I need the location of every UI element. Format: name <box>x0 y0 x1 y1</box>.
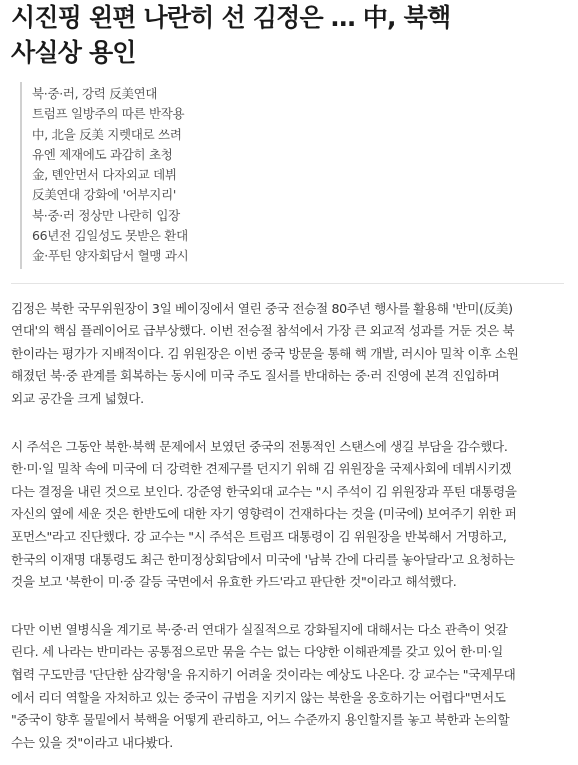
summary-item: 북·중·러, 강력 反美연대 <box>32 86 158 101</box>
summary-item: 金·푸틴 양자회담서 혈맹 과시 <box>32 248 189 264</box>
headline: 시진핑 왼편 나란히 선 김정은 … 中, 북핵 사실상 용인 <box>11 3 451 67</box>
summary-list <box>20 82 564 269</box>
summary-item: 유엔 제재에도 과감히 초청 <box>32 146 173 162</box>
article-paragraph: 김정은 북한 국무위원장이 3일 베이징에서 열린 중국 전승절 80주년 행사를 활용해 '반미(反美) 연대'의 핵심 플레이어로 급부상했다. 이번 전승절 참석에서 가장 큰 외교적 성과를 거둔 것은 북 한이라는 평가가 지배적이다. 김 위원장은 이번 중국 방문을 통해 핵 개발, 러시아 밀착 이후 소원 해졌던 북·중 관계를 회복하는 동시에 미국 주도 질서를 반대하는 중·러 진영에 본격 진입하며 외교 공간을 크게 넓혔다. <box>11 300 519 407</box>
article-paragraph: 시 주석은 그동안 북한·북핵 문제에서 보였던 중국의 전통적인 스탠스에 생길 부담을 감수했다. 한·미·일 밀착 속에 미국에 더 강력한 견제구를 던지기 위해 김 위원장을 국제사회에 데뷔시키겠 다는 결정을 내린 것으로 보인다. 강준영 한국외대 교수는 "시 주석이 김 위원장과 푸틴 대통령을 자신의 옆에 세운 것은 한반도에 대한 자기 영향력이 건재하다는 것을 (미국에) 보여주기 위한 퍼 포먼스"라고 진단했다. 강 교수는 "시 주석은 트럼프 대통령이 김 위원장을 반복해서 거명하고, 한국의 이재명 대통령도 최근 한미정상회담에서 미국에 '남북 간에 다리를 놓아달라'고 요청하는 것을 보고 '북한이 미·중 갈등 국면에서 유효한 카드'라고 판단한 것"이라고 해석했다. <box>11 438 517 590</box>
summary-item: 트럼프 일방주의 따른 반작용 <box>32 106 185 122</box>
article-paragraph: 다만 이번 열병식을 계기로 북·중·러 연대가 실질적으로 강화될지에 대해서는 다소 관측이 엇갈 린다. 세 나라는 반미라는 공통점으로만 묶을 수는 없는 다양한 이해관계를 갖고 있어 한·미·일 협력 구도만큼 '단단한 삼각형'을 유지하기 어려울 것이라는 예상도 나온다. 강 교수는 "국제무대 에서 리더 역할을 자처하고 있는 중국이 규범을 지키지 않는 북한을 옹호하기는 어렵다"면서도 "중국이 향후 물밑에서 북핵을 어떻게 관리하고, 어느 수준까지 용인할지를 놓고 북한과 논의할 수는 있을 것"이라고 내다봤다. <box>11 621 516 750</box>
summary-item: 中, 北을 反美 지렛대로 쓰려 <box>32 126 182 142</box>
summary-item: 金, 톈안먼서 다자외교 데뷔 <box>32 167 177 183</box>
summary-item: 북·중·러 정상만 나란히 입장 <box>32 207 180 223</box>
article-body <box>11 298 564 755</box>
summary-item: 66년전 김일성도 못받은 환대 <box>32 228 188 244</box>
summary-item: 反美연대 강화에 '어부지리' <box>32 187 176 203</box>
divider <box>11 283 564 284</box>
